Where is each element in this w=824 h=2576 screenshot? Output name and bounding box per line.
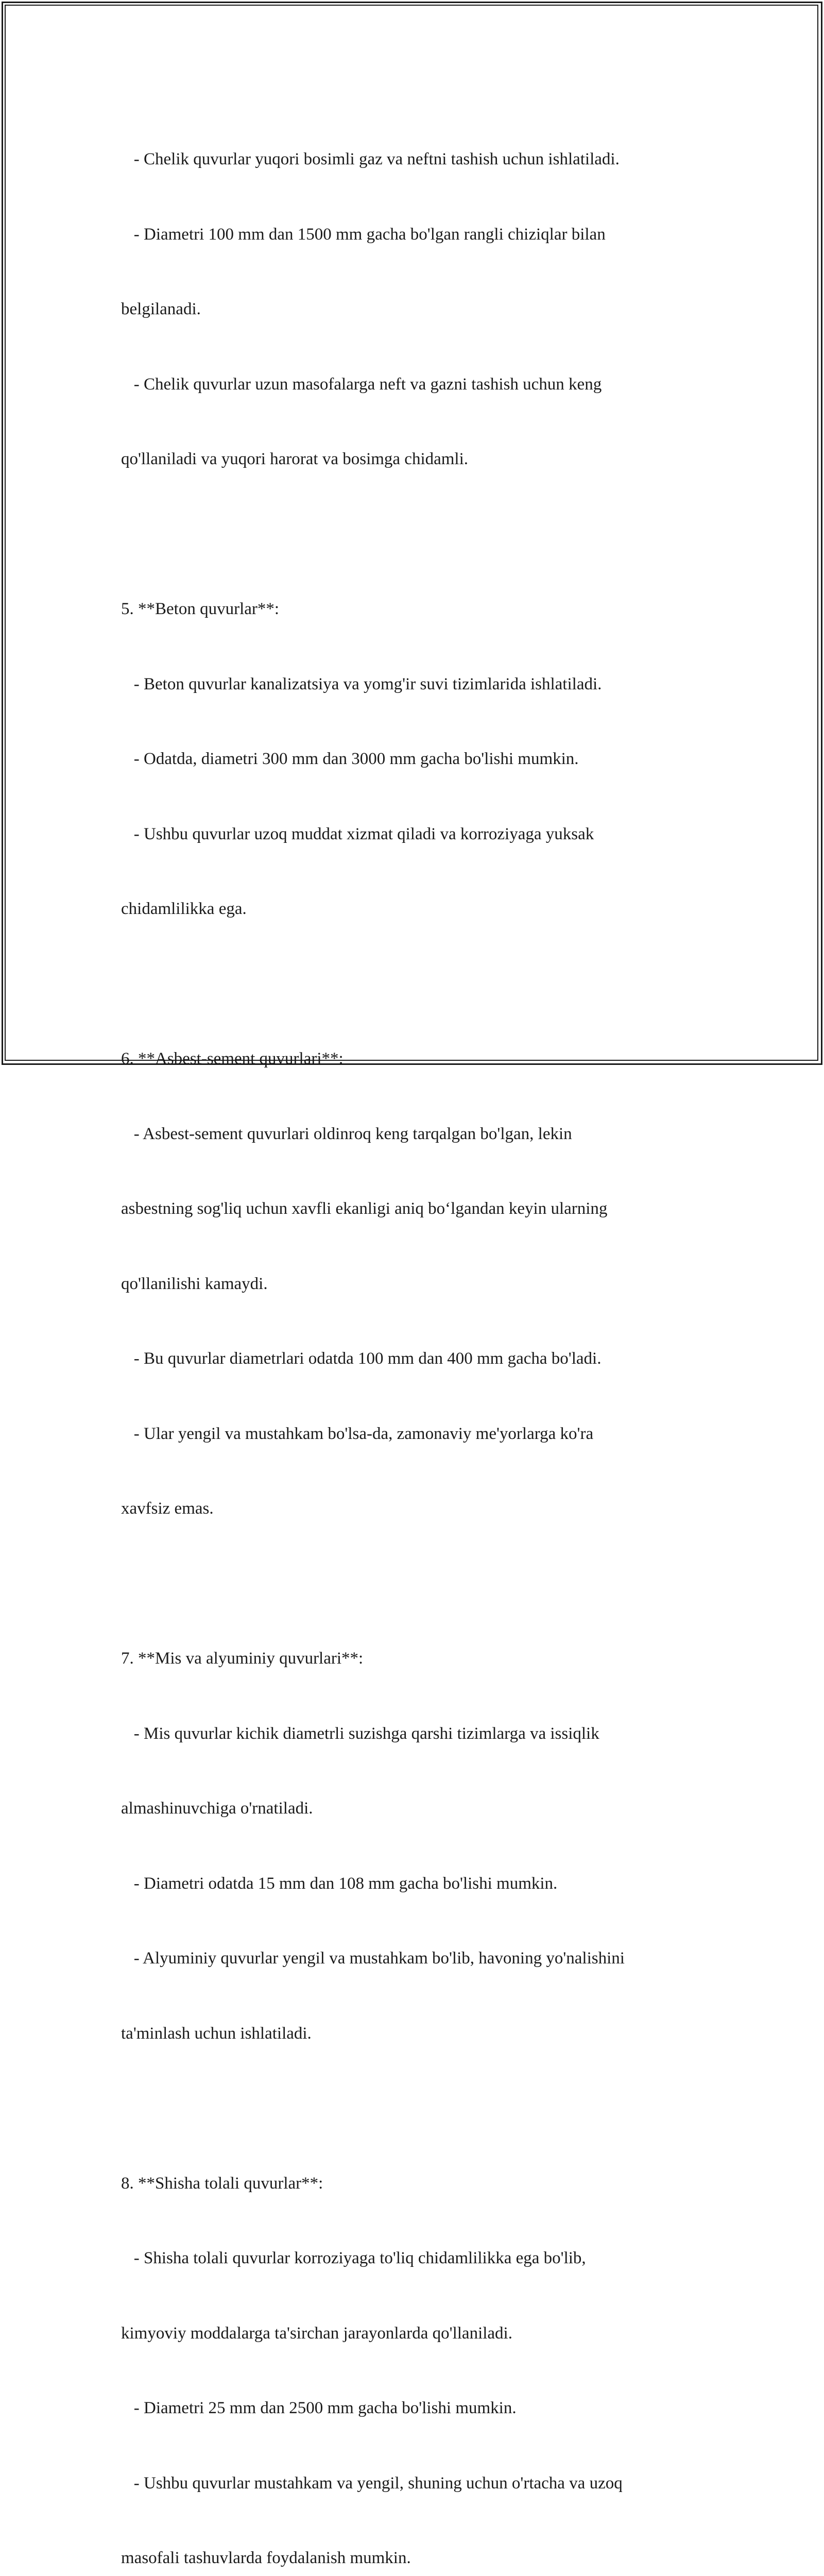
section-heading-6: 6. **Asbest-sement quvurlari**:: [121, 1049, 344, 1068]
blank-line: [121, 1571, 703, 1597]
text-line: xavfsiz emas.: [121, 1499, 214, 1518]
text-line: masofali tashuvlarda foydalanish mumkin.: [121, 2549, 411, 2567]
text-line: - Odatda, diametri 300 mm dan 3000 mm gacha bo'lishi mumkin.: [121, 750, 579, 768]
text-line: qo'llaniladi va yuqori harorat va bosimga chidamli.: [121, 450, 469, 468]
section-heading-8: 8. **Shisha tolali quvurlar**:: [121, 2174, 323, 2193]
section-heading-7: 7. **Mis va alyuminiy quvurlari**:: [121, 1649, 364, 1668]
text-line: - Mis quvurlar kichik diametrli suzishga qarshi tizimlarga va issiqlik: [121, 1724, 599, 1743]
text-line: almashinuvchiga o'rnatiladi.: [121, 1799, 313, 1818]
blank-line: [121, 522, 703, 547]
blank-line: [121, 972, 703, 997]
text-line: qo'llanilishi kamaydi.: [121, 1274, 268, 1293]
text-line: - Asbest-sement quvurlari oldinroq keng tarqalgan bo'lgan, lekin: [121, 1124, 572, 1143]
document-body: [121, 97, 703, 2576]
text-line: belgilanadi.: [121, 300, 201, 318]
text-line: kimyoviy moddalarga ta'sirchan jarayonlarda qo'llaniladi.: [121, 2324, 512, 2343]
text-line: - Diametri 25 mm dan 2500 mm gacha bo'lishi mumkin.: [121, 2399, 517, 2417]
text-line: - Chelik quvurlar uzun masofalarga neft va gazni tashish uchun keng: [121, 375, 602, 394]
text-line: chidamlilikka ega.: [121, 900, 247, 918]
text-line: - Alyuminiy quvurlar yengil va mustahkam bo'lib, havoning yo'nalishini: [121, 1949, 625, 1968]
text-line: ta'minlash uchun ishlatiladi.: [121, 2024, 312, 2043]
section-heading-5: 5. **Beton quvurlar**:: [121, 600, 280, 618]
text-line: - Ular yengil va mustahkam bo'lsa-da, zamonaviy me'yorlarga ko'ra: [121, 1424, 594, 1443]
blank-line: [121, 2096, 703, 2121]
text-line: - Chelik quvurlar yuqori bosimli gaz va neftni tashish uchun ishlatiladi.: [121, 150, 620, 168]
text-line: asbestning sog'liq uchun xavfli ekanligi aniq bo‘lgandan keyin ularning: [121, 1199, 608, 1218]
text-line: - Ushbu quvurlar uzoq muddat xizmat qiladi va korroziyaga yuksak: [121, 824, 594, 843]
text-line: - Diametri 100 mm dan 1500 mm gacha bo'lgan rangli chiziqlar bilan: [121, 225, 606, 244]
text-line: - Ushbu quvurlar mustahkam va yengil, shuning uchun o'rtacha va uzoq: [121, 2473, 623, 2493]
text-line: - Shisha tolali quvurlar korroziyaga to'liq chidamlilikka ega bo'lib,: [121, 2249, 586, 2267]
text-line: - Diametri odatda 15 mm dan 108 mm gacha bo'lishi mumkin.: [121, 1874, 558, 1893]
text-line: - Bu quvurlar diametrlari odatda 100 mm dan 400 mm gacha bo'ladi.: [121, 1349, 602, 1368]
text-line: - Beton quvurlar kanalizatsiya va yomg'ir suvi tizimlarida ishlatiladi.: [121, 674, 602, 693]
